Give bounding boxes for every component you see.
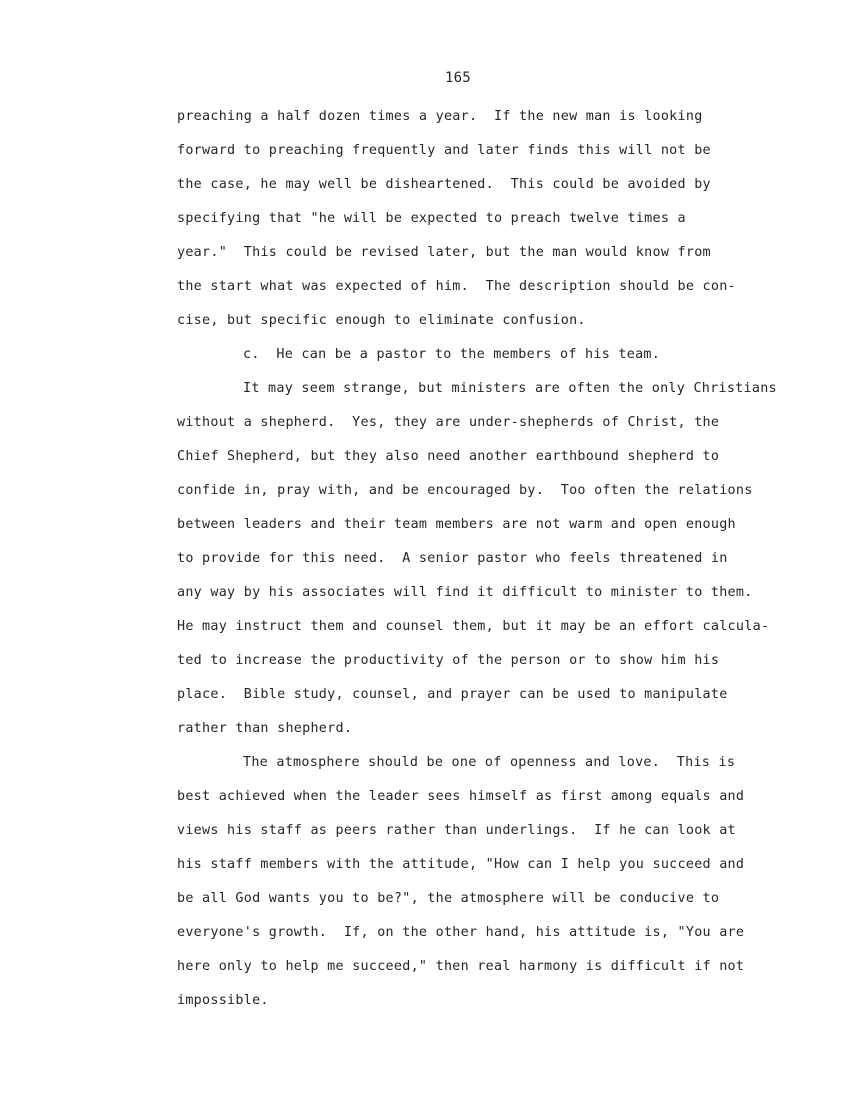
text-line: views his staff as peers rather than underlings. If he can look at	[177, 823, 736, 838]
text-line: Chief Shepherd, but they also need another earthbound shepherd to	[177, 449, 720, 464]
text-line: everyone's growth. If, on the other hand, his attitude is, "You are	[177, 925, 745, 940]
text-line: to provide for this need. A senior pastor who feels threatened in	[177, 551, 728, 566]
text-line: It may seem strange, but ministers are often the only Christians	[243, 381, 777, 396]
text-line: his staff members with the attitude, "How can I help you succeed and	[177, 857, 745, 872]
text-line: The atmosphere should be one of openness and love. This is	[243, 755, 736, 770]
text-line: without a shepherd. Yes, they are under-shepherds of Christ, the	[177, 415, 720, 430]
text-line: be all God wants you to be?", the atmosphere will be conducive to	[177, 891, 720, 906]
text-line: impossible.	[177, 993, 269, 1008]
text-line: any way by his associates will find it difficult to minister to them.	[177, 585, 753, 600]
text-line: rather than shepherd.	[177, 721, 353, 736]
text-line: year." This could be revised later, but the man would know from	[177, 245, 711, 260]
text-line: He may instruct them and counsel them, but it may be an effort calcula-	[177, 619, 770, 634]
text-line: ted to increase the productivity of the person or to show him his	[177, 653, 720, 668]
text-line: forward to preaching frequently and later finds this will not be	[177, 143, 711, 158]
text-line: confide in, pray with, and be encouraged by. Too often the relations	[177, 483, 753, 498]
text-line: place. Bible study, counsel, and prayer can be used to manipulate	[177, 687, 728, 702]
text-line: between leaders and their team members are not warm and open enough	[177, 517, 736, 532]
text-line: the case, he may well be disheartened. This could be avoided by	[177, 177, 711, 192]
text-line: preaching a half dozen times a year. If the new man is looking	[177, 109, 703, 124]
text-line: here only to help me succeed," then real harmony is difficult if not	[177, 959, 745, 974]
text-line: specifying that "he will be expected to preach twelve times a	[177, 211, 686, 226]
body-text	[177, 108, 817, 1026]
text-line: cise, but specific enough to eliminate confusion.	[177, 313, 586, 328]
text-line: the start what was expected of him. The description should be con-	[177, 279, 736, 294]
text-line: best achieved when the leader sees himself as first among equals and	[177, 789, 745, 804]
text-line: c. He can be a pastor to the members of his team.	[243, 347, 661, 362]
page-number: 165	[445, 70, 471, 86]
